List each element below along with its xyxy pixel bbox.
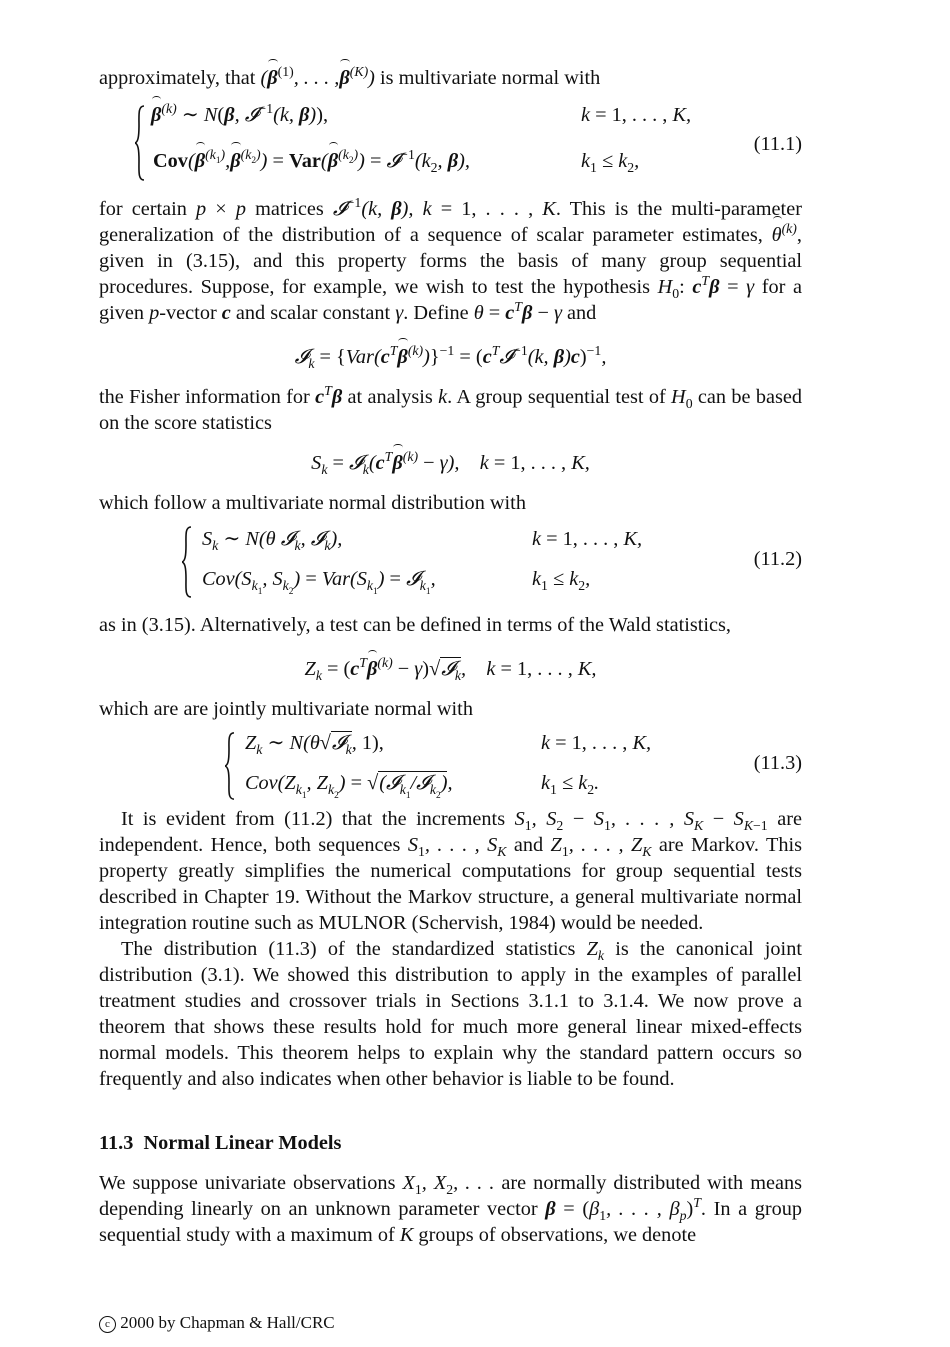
- equation-wald-statistics: $Z_k = (c^T\beta^{(k)}$ − γ)√𝓘$_k$, k = 1, . . . , K,: [304, 655, 597, 684]
- equation-11-2-line-2: $Cov(S_{k_1}$, $S_{k_2}) = Var(S_{k_1})$ = 𝓘$_{k_1}$,: [202, 568, 436, 597]
- equation-11-2-range-2: $k_1 \le k_2$,: [532, 568, 591, 594]
- equation-score-statistics: $S_k$ = $𝓘_k(c^T\beta^{(k)} - \gamma)$, k = 1, . . . , K,: [311, 449, 590, 478]
- paragraph-score-distribution: which follow a multivariate normal distribution with: [99, 492, 526, 514]
- equation-11-1-range-2: $k_1 \le k_2$,: [581, 150, 640, 176]
- paragraph-intro: approximately, that ($\beta^{(1)}$, . . . $,\beta^{(K)}$) is multivariate normal with: [99, 64, 601, 89]
- equation-11-1-range-1: k = 1, . . . , K,: [581, 104, 692, 126]
- equation-11-3-line-2: $Cov(Z_{k_1}$, $Z_{k_2}$) = √(𝓘$_{k_1}$/𝓘$_{k_2}$),: [245, 772, 453, 801]
- section-title: Normal Linear Models: [143, 1132, 342, 1154]
- section-heading: [99, 1130, 802, 1156]
- paragraph-normal-linear: We suppose univariate observations $X_1$, $X_2$, . . . are normally distributed with means depending linearly on an unknown parameter vector $\beta = (\beta_1$, . . . , $\beta_p)^T$. In a group sequential study with a maximum of K groups of observations, we denote: [99, 1172, 803, 1246]
- section-number: 11.3: [99, 1132, 134, 1154]
- paragraph-wald: as in (3.15). Alternatively, a test can be defined in terms of the Wald statistics,: [99, 614, 731, 636]
- equation-number-11-1: (11.1): [753, 133, 802, 155]
- equation-11-3-range-2: $k_1 \le k_2$.: [541, 772, 600, 798]
- paragraph-fisher: the Fisher information for $c^T\beta$ at analysis k. A group sequential test of $H_0$ can be based on the score statistics: [99, 383, 802, 434]
- equation-number-11-3: (11.3): [753, 752, 802, 774]
- copyright-text: 2000 by Chapman & Hall/CRC: [120, 1313, 335, 1332]
- equation-11-2: [182, 524, 802, 602]
- equation-11-2-range-1: k = 1, . . . , K,: [532, 528, 643, 550]
- equation-11-1: [135, 99, 802, 189]
- copyright-icon: c: [99, 1316, 116, 1333]
- equation-11-1-line-1: $\beta^{(k)}$ ∼ N(β, 𝓘$^{-1}$(k, β)),: [151, 101, 329, 126]
- equation-11-3: [225, 730, 802, 802]
- equation-11-1-line-2: $Cov(\beta^{(k_1)},\beta^{(k_2)}) = Var(\beta^{(k_2)})$ = $𝓘^{-1}(k_2$, β),: [153, 147, 470, 176]
- left-brace-icon: [225, 732, 235, 800]
- equation-fisher-information: 𝓘$_k$ = $\{Var(c^T\beta^{(k)})\}^{-1}$ = ($c^T𝓘^{-1}(k$, β)c)$^{-1}$,: [294, 343, 607, 372]
- page-body: [99, 58, 802, 1248]
- paragraph-canonical: The distribution (11.3) of the standardized statistics $Z_k$ is the canonical joint distribution (3.1). We showed this distribution to apply in the examples of parallel treatment studies and crossover trials in Sections 3.1.1 to 3.1.4. We now prove a theorem that shows these results hold for much more general linear mixed-effects normal models. This theorem helps to explain why the standard pattern occurs so frequently and also indicates when other behavior is liable to be found.: [99, 938, 802, 1090]
- paragraph-markov: It is evident from (11.2) that the increments $S_1$, $S_2 - S_1$, . . . , $S_K - S_{K-1}$ are independent. Hence, both sequences $S_1$, . . . , $S_K$ and $Z_1$, . . . , $Z_K$ are Markov. This property greatly simplifies the numerical computations for group sequential tests described in Chapter 19. Without the Markov structure, a general multivariate normal integration routine such as MULNOR (Schervish, 1984) would be needed.: [99, 808, 803, 934]
- equation-11-3-range-1: k = 1, . . . , K,: [541, 732, 652, 754]
- equation-number-11-2: (11.2): [753, 548, 802, 570]
- equation-11-2-line-1: $S_k$ ∼ N(θ 𝓘$_k$, 𝓘$_k$),: [202, 528, 343, 554]
- formula-estimates: ($\beta^{(1)}$, . . . $,\beta^{(K)}$): [260, 64, 375, 89]
- left-brace-icon: [135, 105, 145, 181]
- left-brace-icon: [182, 526, 192, 598]
- equation-11-3-line-1: $Z_k$ ∼ N(θ√𝓘$_k$, 1),: [245, 732, 384, 758]
- copyright-footer: [99, 1313, 335, 1333]
- paragraph-generalization: for certain p × p matrices 𝓘$^{-1}$(k, β), k = 1, . . . , K. This is the multi-parameter generalization of the distribution of a sequence of scalar parameter estimates, $\theta^{(k)}$, given in (3.15), and this property forms the basis of many group sequential procedures. Suppose, for example, we wish to test the hypothesis $H_0$: $c^T\beta = \gamma$ for a given p-vector c and scalar constant γ. Define $\theta = c^T\beta - \gamma$ and: [99, 195, 802, 324]
- paragraph-wald-distribution: which are are jointly multivariate normal with: [99, 698, 473, 720]
